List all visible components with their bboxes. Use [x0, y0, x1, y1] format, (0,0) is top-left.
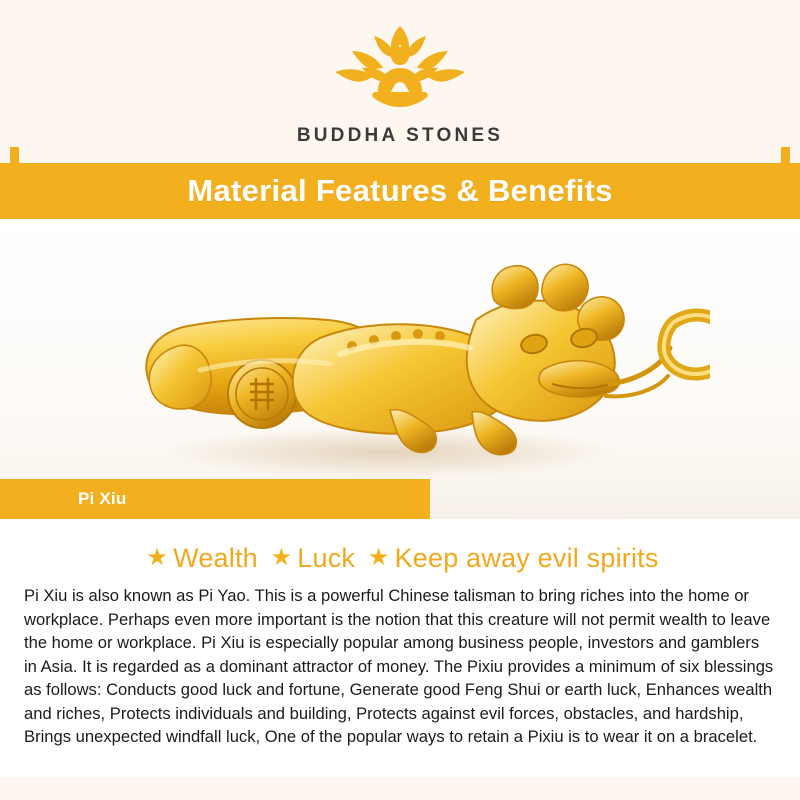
brand-header: [0, 0, 800, 147]
section-title-banner: [0, 163, 800, 219]
benefit-item-luck: Luck: [297, 543, 356, 573]
benefits-headline: [22, 543, 778, 574]
footer-spacer: [0, 759, 800, 777]
star-icon: ★: [270, 544, 293, 571]
gold-pixiu-pendant-image: [90, 234, 710, 504]
product-caption-bar: [0, 479, 430, 519]
description-section: [0, 519, 800, 759]
benefit-item-wealth: Wealth: [173, 543, 258, 573]
lotus-meditation-logo-icon: [290, 18, 510, 123]
product-caption: Pi Xiu: [78, 489, 127, 508]
star-icon: ★: [367, 544, 390, 571]
page-title: Material Features & Benefits: [187, 173, 613, 208]
product-image-area: [0, 219, 800, 519]
brand-name: BUDDHA STONES: [296, 125, 504, 146]
benefit-item-evil-spirits: Keep away evil spirits: [394, 543, 659, 573]
star-icon: ★: [146, 544, 169, 571]
description-text: Pi Xiu is also known as Pi Yao. This is a powerful Chinese talisman to bring riches into the home or workplace. Perhaps even more important is the notion that this creature will not permit wealth to leave the home or workplace. Pi Xiu is especially popular among business people, investors and gamblers in Asia. It is regarded as a dominant attractor of money. The Pixiu provides a minimum of six blessings as follows: Conducts good luck and fortune, Generate good Feng Shui or earth luck, Enhances wealth and riches, Protects individuals and building, Protects against evil forces, obstacles, and hardship, Brings unexpected windfall luck, One of the popular ways to retain a Pixiu is to wear it on a bracelet.: [24, 586, 774, 747]
